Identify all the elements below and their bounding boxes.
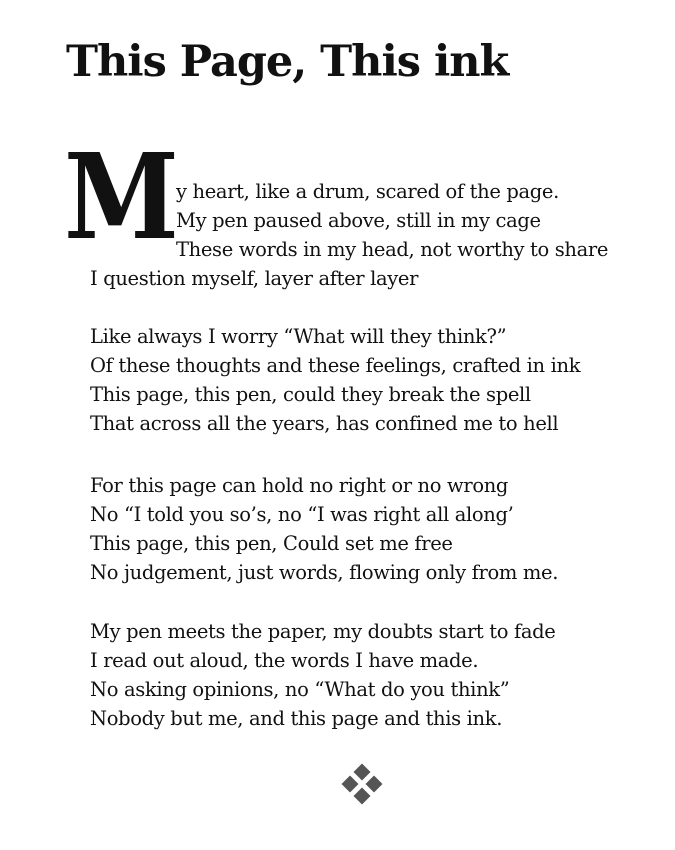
poem-line: That across all the years, has confined me to hell <box>90 412 559 435</box>
poem-line: Of these thoughts and these feelings, crafted in ink <box>90 354 581 377</box>
poem-line: Like always I worry “What will they think?” <box>90 325 507 348</box>
poem-line: No asking opinions, no “What do you think” <box>90 678 510 701</box>
poem-line: These words in my head, not worthy to share <box>176 238 609 261</box>
poem-line: I question myself, layer after layer <box>90 267 419 290</box>
poem-line: This page, this pen, could they break the spell <box>90 383 531 406</box>
drop-cap: M <box>64 127 176 266</box>
poem-title: This Page, This ink <box>66 37 509 87</box>
diamond-cluster-icon <box>341 763 383 805</box>
poem-line: For this page can hold no right or no wrong <box>90 474 509 497</box>
poem-line: No judgement, just words, flowing only from me. <box>90 561 559 584</box>
poem-line: I read out aloud, the words I have made. <box>90 649 479 672</box>
poem-line: My pen meets the paper, my doubts start to fade <box>90 620 556 643</box>
poem-line: No “I told you so’s, no “I was right all along’ <box>90 503 514 526</box>
poem-line: Nobody but me, and this page and this ink. <box>90 707 503 730</box>
poem-line: My pen paused above, still in my cage <box>176 209 541 232</box>
poem-line: This page, this pen, Could set me free <box>90 532 453 555</box>
poem-line: y heart, like a drum, scared of the page. <box>176 180 559 203</box>
